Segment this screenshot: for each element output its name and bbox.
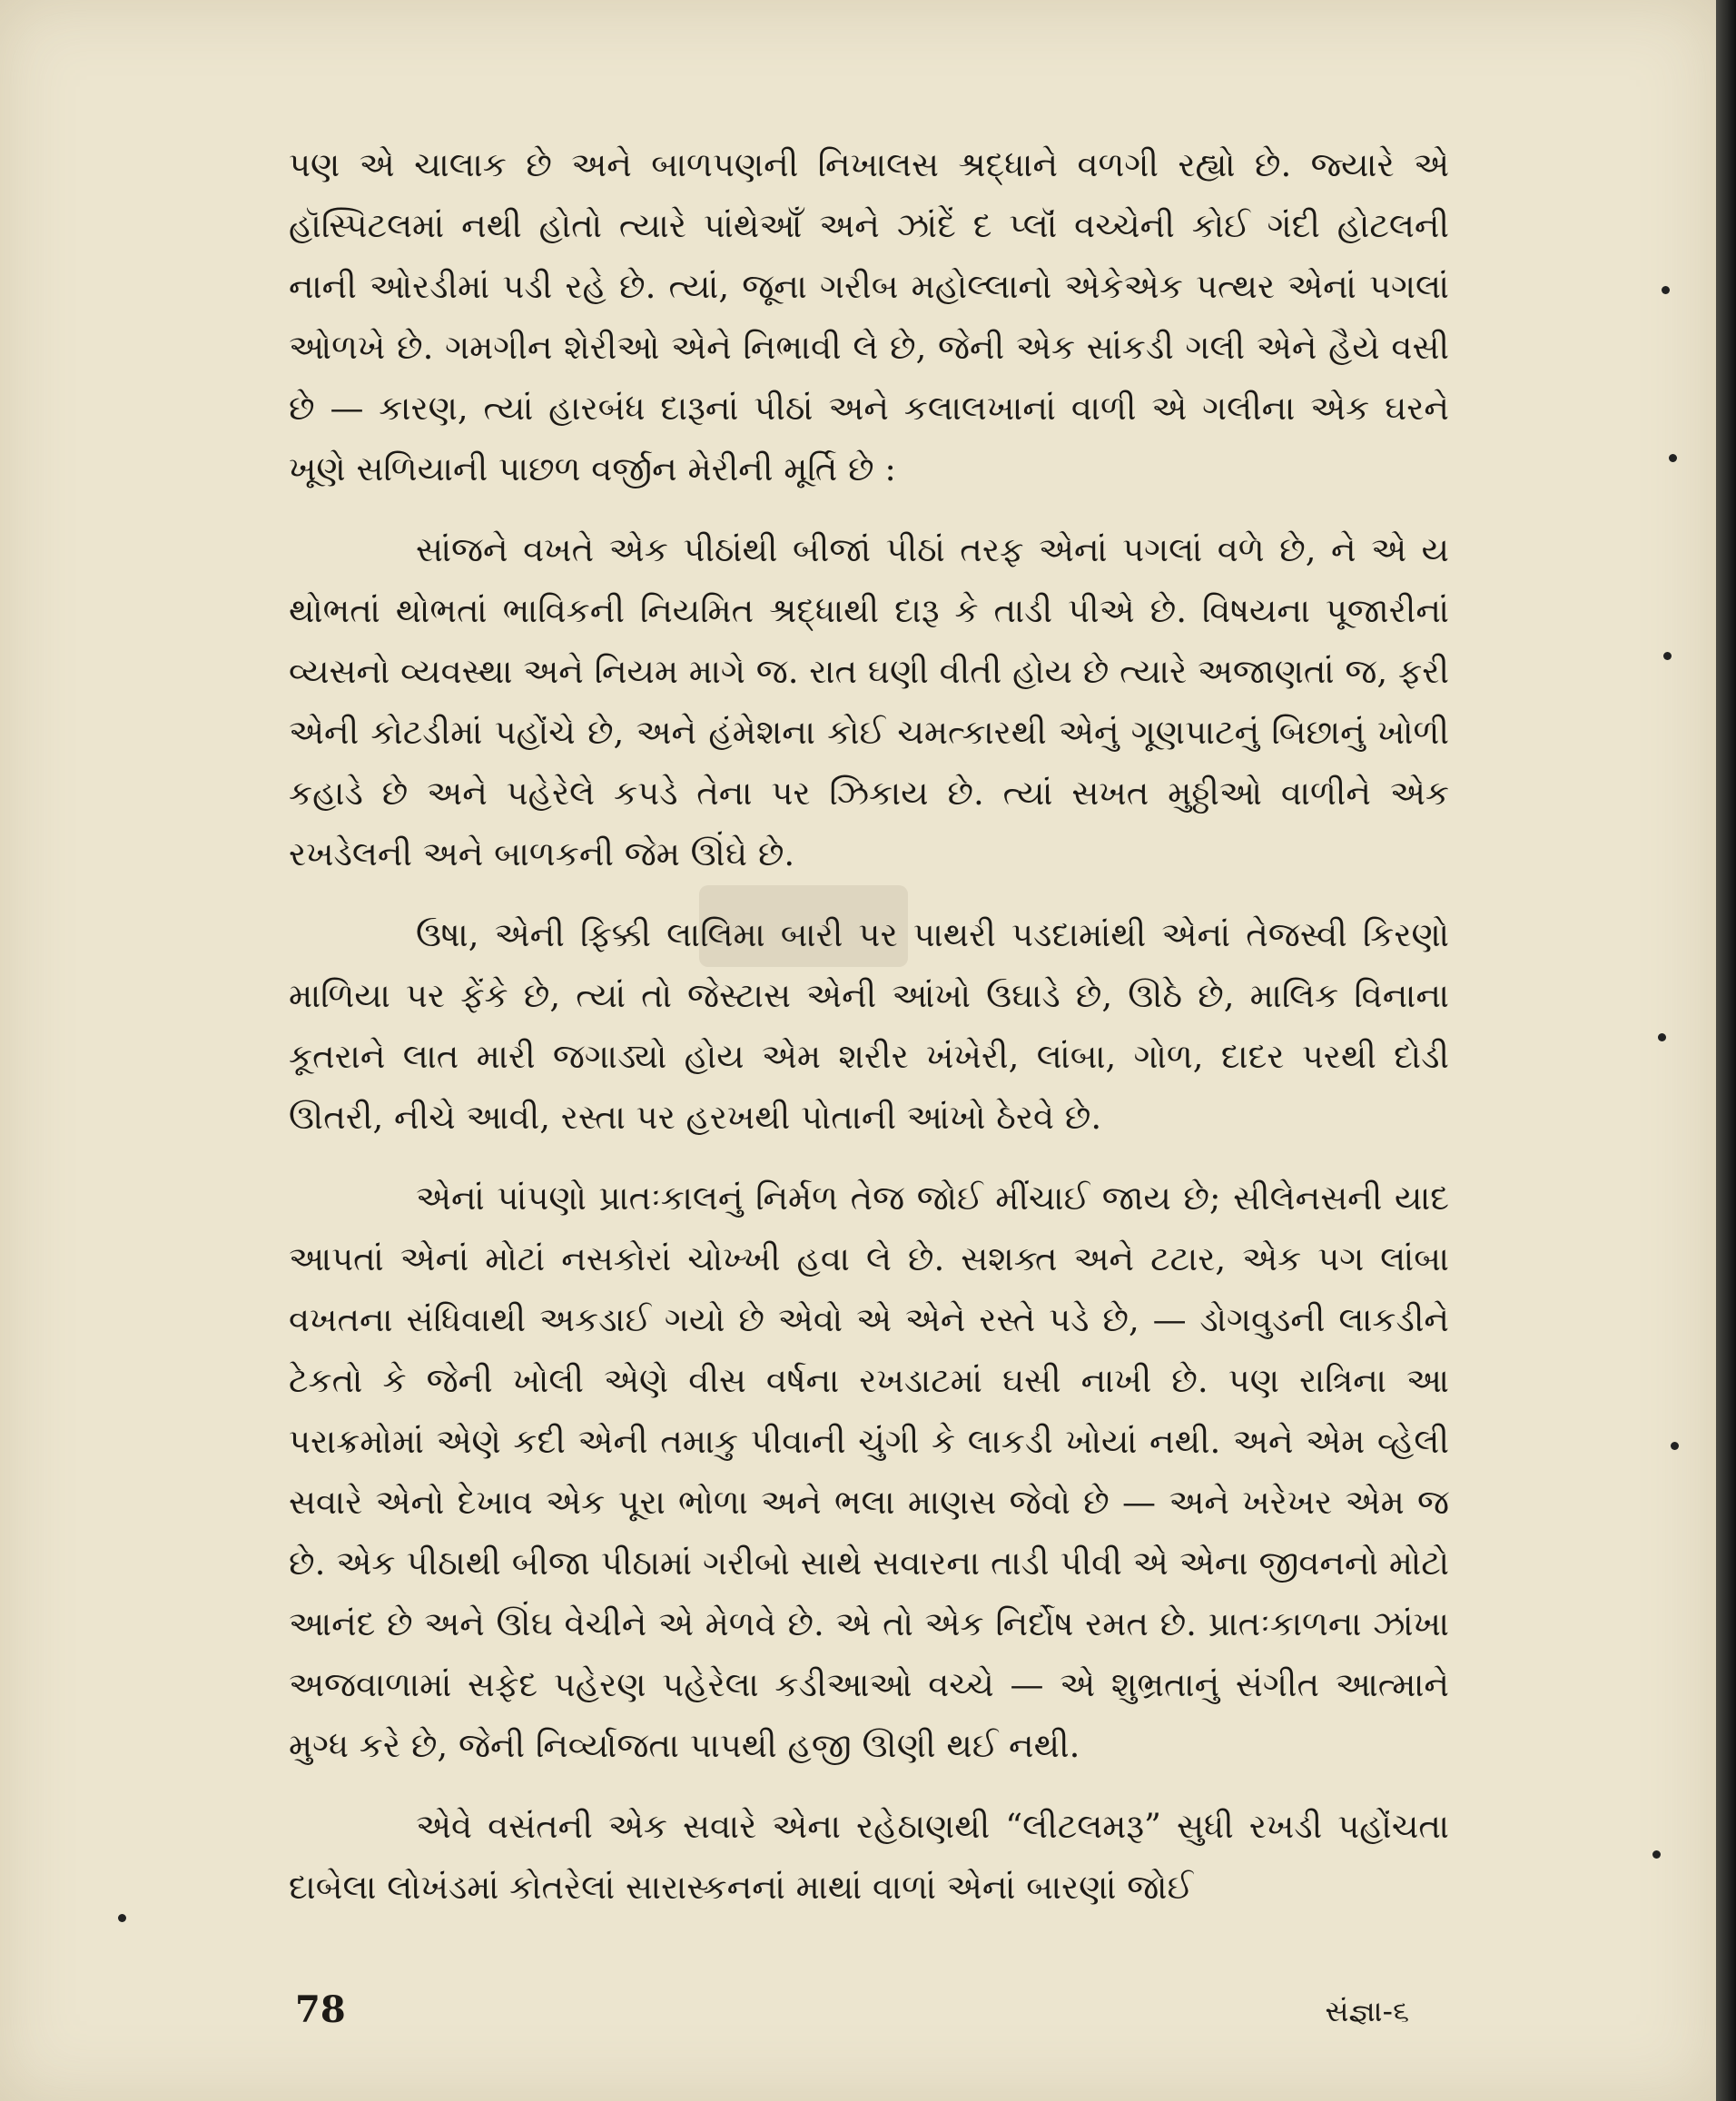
paragraph-5: એવે વસંતની એક સવારે એના રહેઠાણથી “લીટલમરૂ” સુધી રખડી પહોંચતા દાબેલા લોખંડમાં કોતરેલાં સારાસ્કનનાં માથાં વાળાં એનાં બારણાં જોઈ (289, 1807, 1449, 1907)
margin-dot (1658, 1033, 1666, 1041)
paragraph-3: ઉષા, એની ફિક્કી લાલિમા બારી પર પાથરી પડદામાંથી એનાં તેજસ્વી કિરણો માળિયા પર ફેંકે છે, ત્યાં તો જેસ્ટાસ એની આંખો ઉઘાડે છે, ઊઠે છે, માલિક વિનાના કૂતરાને લાત મારી જગાડ્યો હોય એમ શરીર ખંખેરી, લાંબા, ગોળ, દાદર પરથી દોડી ઊતરી, નીચે આવી, રસ્તા પર હરખથી પોતાની આંખો ઠેરવે છે. (289, 915, 1449, 1137)
margin-dot (1663, 652, 1672, 660)
page-edge (1716, 0, 1736, 2101)
margin-dot (1671, 1442, 1679, 1450)
margin-dot (118, 1914, 126, 1922)
margin-dot (1669, 454, 1677, 462)
paragraph-1: પણ એ ચાલાક છે અને બાળપણની નિખાલસ શ્રદ્ધાને વળગી રહ્યો છે. જ્યારે એ હૉસ્પિટલમાં નથી હોતો ત્યારે પાંથેઆઁ અને ઝાંદેં દ પ્લૉં વચ્ચેની કોઈ ગંદી હોટલની નાની ઓરડીમાં પડી રહે છે. ત્યાં, જૂના ગરીબ મહોલ્લાનો એકેએક પત્થર એનાં પગલાં ઓળખે છે. ગમગીન શેરીઓ એને નિભાવી લે છે, જેની એક સાંકડી ગલી એને હૈયે વસી છે — કારણ, ત્યાં હારબંધ દારૂનાં પીઠાં અને કલાલખાનાં વાળી એ ગલીના એક ઘરને ખૂણે સળિયાની પાછળ વર્જીન મેરીની મૂર્તિ છે : (289, 145, 1449, 488)
body-text (289, 134, 1449, 1918)
paragraph-2: સાંજને વખતે એક પીઠાંથી બીજાં પીઠાં તરફ એનાં પગલાં વળે છે, ને એ ય થોભતાં થોભતાં ભાવિકની નિયમિત શ્રદ્ધાથી દારૂ કે તાડી પીએ છે. વિષયના પૂજારીનાં વ્યસનો વ્યવસ્થા અને નિયમ માગે જ. રાત ઘણી વીતી હોય છે ત્યારે અજાણતાં જ, ફરી એની કોટડીમાં પહોંચે છે, અને હંમેશના કોઈ ચમત્કારથી એનું ગૂણપાટનું બિછાનું ખોળી કહાડે છે અને પહેરેલે કપડે તેના પર ઝિકાય છે. ત્યાં સખત મુઠ્ઠીઓ વાળીને એક રખડેલની અને બાળકની જેમ ઊંઘે છે. (289, 530, 1449, 873)
signature-mark: સંજ્ઞા-૬ (1325, 1994, 1409, 2028)
margin-dot (1652, 1850, 1661, 1859)
page-number: 78 (295, 1988, 346, 2031)
paragraph-4: એનાં પાંપણો પ્રાતઃકાલનું નિર્મળ તેજ જોઈ મીંચાઈ જાય છે; સીલેનસની યાદ આપતાં એનાં મોટાં નસકોરાં ચોખ્ખી હવા લે છે. સશક્ત અને ટટાર, એક પગ લાંબા વખતના સંધિવાથી અકડાઈ ગયો છે એવો એ એને રસ્તે પડે છે, — ડોગવુડની લાકડીને ટેકતો કે જેની ખોલી એણે વીસ વર્ષના રખડાટમાં ઘસી નાખી છે. પણ રાત્રિના આ પરાક્રમોમાં એણે કદી એની તમાકુ પીવાની ચુંગી કે લાકડી ખોયાં નથી. અને એમ વ્હેલી સવારે એનો દેખાવ એક પૂરા ભોળા અને ભલા માણસ જેવો છે — અને ખરેખર એમ જ છે. એક પીઠાથી બીજા પીઠામાં ગરીબો સાથે સવારના તાડી પીવી એ એના જીવનનો મોટો આનંદ છે અને ઊંઘ વેચીને એ મેળવે છે. એ તો એક નિર્દોષ રમત છે. પ્રાતઃકાળના ઝાંખા અજવાળામાં સફેદ પહેરણ પહેરેલા કડીઆઓ વચ્ચે — એ શુભ્રતાનું સંગીત આત્માને મુગ્ધ કરે છે, જેની નિર્વ્યાજતા પાપથી હજી ઊણી થઈ નથી. (289, 1179, 1449, 1765)
margin-dot (1662, 286, 1670, 294)
